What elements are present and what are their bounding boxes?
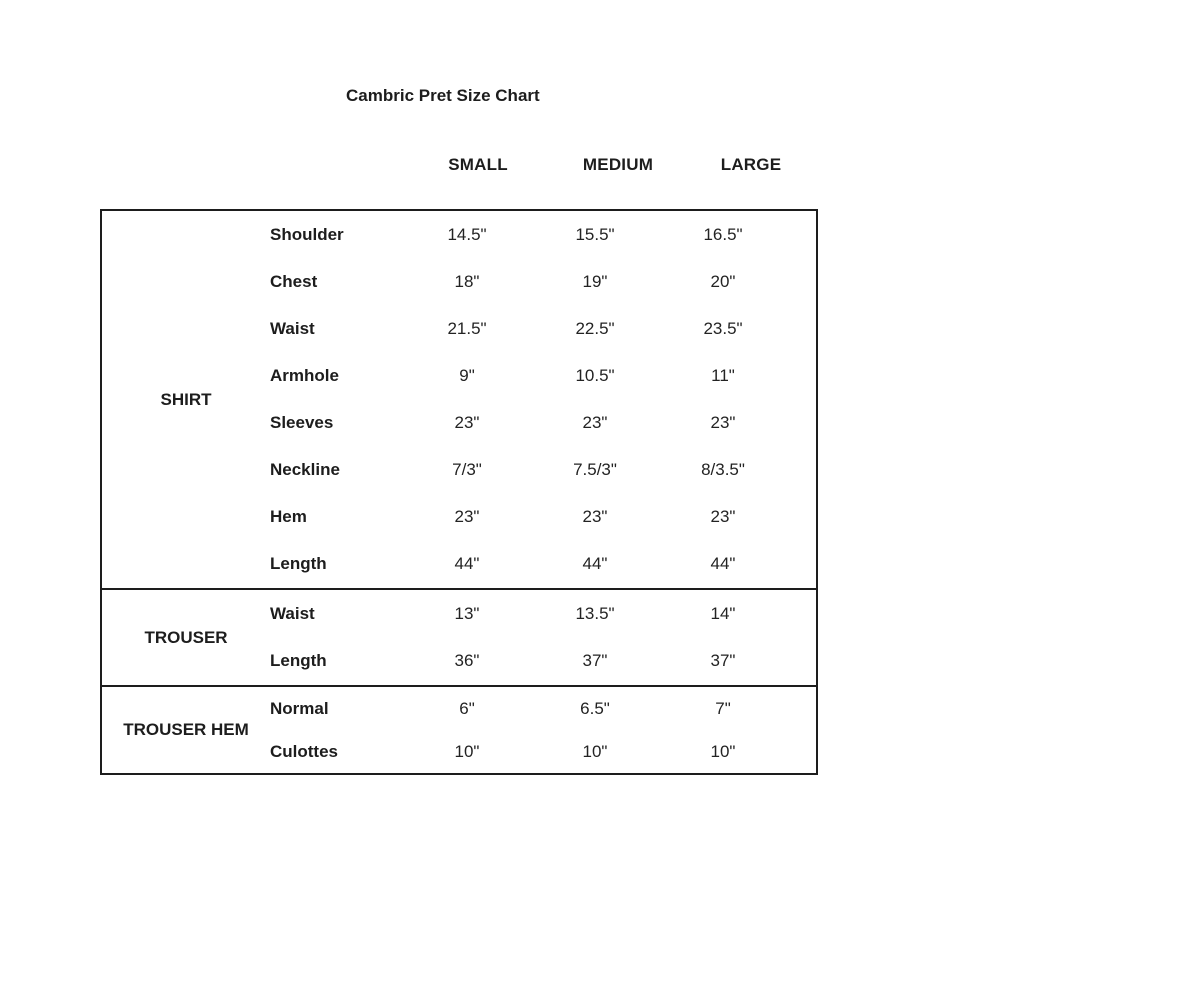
size-value-large: 44" xyxy=(710,554,736,574)
size-value-small: 7/3" xyxy=(452,460,482,480)
table-row xyxy=(270,400,816,447)
size-value-large: 37" xyxy=(710,651,736,671)
size-value-small: 6" xyxy=(459,698,475,718)
column-header-large: LARGE xyxy=(720,155,782,174)
size-value-large: 7" xyxy=(715,698,731,718)
size-value-large: 23" xyxy=(710,413,736,433)
row-label: Armhole xyxy=(270,365,339,385)
table-section xyxy=(102,685,816,773)
section-label: TROUSER xyxy=(144,627,228,647)
size-value-medium: 37" xyxy=(582,651,608,671)
size-value-medium: 44" xyxy=(582,554,608,574)
size-value-large: 11" xyxy=(711,365,735,385)
section-rows xyxy=(270,590,816,685)
column-header-small: SMALL xyxy=(448,155,508,174)
size-value-medium: 22.5" xyxy=(575,318,615,338)
size-table xyxy=(100,209,818,775)
table-row xyxy=(270,352,816,399)
size-value-large: 23" xyxy=(710,507,736,527)
size-value-medium: 13.5" xyxy=(575,603,615,623)
size-value-small: 18" xyxy=(454,271,480,291)
row-label: Normal xyxy=(270,698,329,718)
section-rows xyxy=(270,687,816,773)
row-label: Waist xyxy=(270,318,315,338)
table-section xyxy=(102,211,816,588)
page-title: Cambric Pret Size Chart xyxy=(346,86,540,105)
column-header-medium: MEDIUM xyxy=(582,155,654,174)
row-label: Length xyxy=(270,651,327,671)
size-value-small: 21.5" xyxy=(447,318,487,338)
size-value-large: 10" xyxy=(710,741,736,761)
size-value-medium: 10" xyxy=(582,741,608,761)
table-row xyxy=(270,447,816,494)
table-row xyxy=(270,494,816,541)
size-value-medium: 19" xyxy=(582,271,608,291)
table-row xyxy=(270,211,816,258)
row-label: Length xyxy=(270,554,327,574)
size-value-large: 14" xyxy=(710,603,736,623)
size-value-small: 44" xyxy=(454,554,480,574)
table-row xyxy=(270,590,816,638)
size-value-small: 23" xyxy=(454,413,480,433)
size-value-medium: 15.5" xyxy=(575,224,615,244)
size-value-medium: 23" xyxy=(582,413,608,433)
size-value-small: 23" xyxy=(454,507,480,527)
size-value-large: 8/3.5" xyxy=(701,460,745,480)
table-row xyxy=(270,541,816,588)
section-label: TROUSER HEM xyxy=(123,720,249,739)
row-label: Sleeves xyxy=(270,413,334,433)
size-value-small: 13" xyxy=(454,603,480,623)
size-value-small: 36" xyxy=(454,651,480,671)
section-label: SHIRT xyxy=(160,389,212,409)
table-row xyxy=(270,730,816,773)
row-label: Culottes xyxy=(270,741,338,761)
size-value-large: 20" xyxy=(710,271,736,291)
row-label: Chest xyxy=(270,271,318,291)
section-rows xyxy=(270,211,816,588)
size-value-small: 9" xyxy=(459,365,475,385)
table-section xyxy=(102,588,816,685)
size-value-medium: 6.5" xyxy=(580,698,610,718)
row-label: Shoulder xyxy=(270,224,344,244)
table-row xyxy=(270,305,816,352)
size-value-medium: 10.5" xyxy=(575,365,615,385)
size-value-large: 23.5" xyxy=(703,318,743,338)
size-value-medium: 23" xyxy=(582,507,608,527)
size-value-small: 10" xyxy=(454,741,480,761)
row-label: Waist xyxy=(270,603,315,623)
size-value-medium: 7.5/3" xyxy=(573,460,617,480)
row-label: Neckline xyxy=(270,460,340,480)
table-row xyxy=(270,687,816,730)
row-label: Hem xyxy=(270,507,307,527)
size-value-small: 14.5" xyxy=(447,224,487,244)
size-value-large: 16.5" xyxy=(703,224,743,244)
table-row xyxy=(270,258,816,305)
table-row xyxy=(270,638,816,686)
